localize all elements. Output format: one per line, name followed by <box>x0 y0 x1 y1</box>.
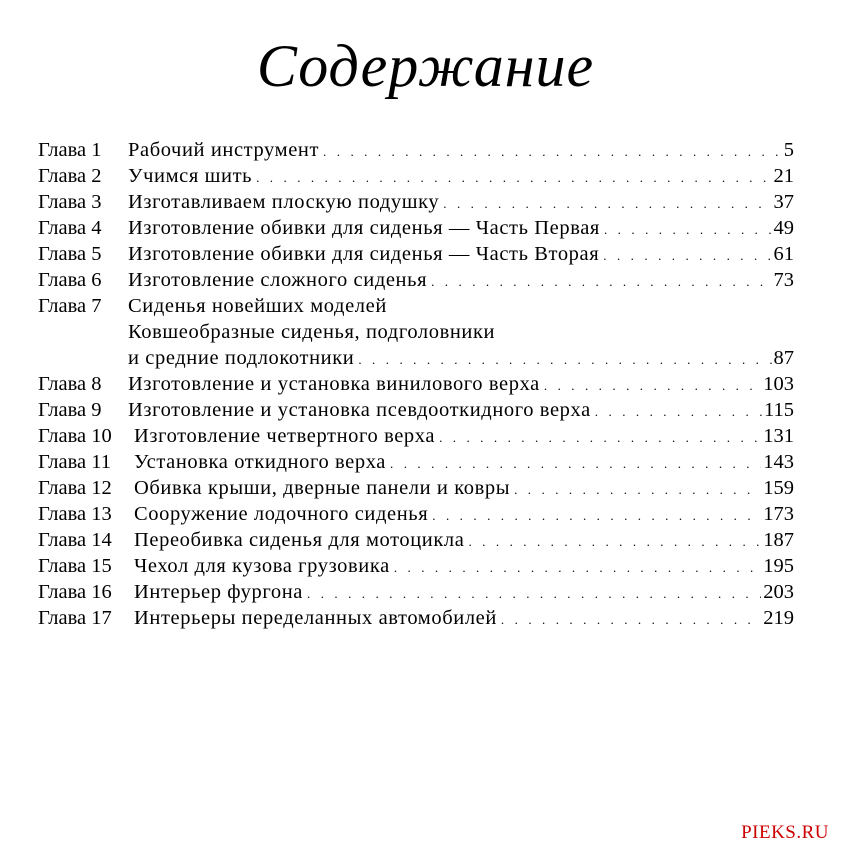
toc-entry-3[interactable] <box>38 189 794 215</box>
chapter-number: Глава 5 <box>38 243 102 265</box>
dot-leader <box>468 529 761 555</box>
toc-entry-15[interactable] <box>38 553 794 579</box>
page-number: 203 <box>763 581 794 603</box>
chapter-number: Глава 10 <box>38 425 112 447</box>
page-number: 103 <box>763 373 794 395</box>
watermark: PIEKS.RU <box>741 822 829 843</box>
chapter-number: Глава 6 <box>38 269 102 291</box>
dot-leader <box>603 243 771 269</box>
page-number: 131 <box>763 425 794 447</box>
chapter-title-continued: и средние подлокотники <box>128 347 355 369</box>
chapter-number: Глава 8 <box>38 373 102 395</box>
chapter-number: Глава 17 <box>38 607 112 629</box>
dot-leader <box>432 503 761 529</box>
dot-leader <box>514 477 761 503</box>
chapter-title: Изготовление четвертного верха <box>134 425 436 447</box>
chapter-title: Интерьер фургона <box>134 581 303 603</box>
chapter-number: Глава 2 <box>38 165 102 187</box>
chapter-number: Глава 4 <box>38 217 102 239</box>
page-number: 187 <box>763 529 794 551</box>
page-number: 87 <box>773 347 794 369</box>
dot-leader <box>595 399 762 425</box>
dot-leader <box>501 607 761 633</box>
page-title: Содержание <box>256 33 595 99</box>
dot-leader <box>358 347 771 373</box>
dot-leader <box>256 165 771 191</box>
page-number: 195 <box>763 555 794 577</box>
toc-entry-2[interactable] <box>38 163 794 189</box>
chapter-title: Учимся шить <box>128 165 253 187</box>
chapter-number: Глава 13 <box>38 503 112 525</box>
chapter-number: Глава 7 <box>38 295 102 317</box>
page-number: 115 <box>764 399 794 421</box>
chapter-number: Глава 15 <box>38 555 112 577</box>
toc-entry-1[interactable] <box>38 137 794 163</box>
page-number: 219 <box>763 607 794 629</box>
chapter-title: Сиденья новейших моделей <box>128 295 387 317</box>
dot-leader <box>323 139 782 165</box>
toc-entry-7-line-2 <box>38 319 794 345</box>
page-number: 173 <box>763 503 794 525</box>
dot-leader <box>390 451 761 477</box>
toc-entry-9[interactable] <box>38 397 794 423</box>
table-of-contents <box>38 137 794 631</box>
chapter-title: Установка откидного верха <box>134 451 387 473</box>
chapter-title: Изготовление и установка винилового верха <box>128 373 540 395</box>
chapter-title: Сооружение лодочного сиденья <box>134 503 429 525</box>
chapter-title: Чехол для кузова грузовика <box>134 555 390 577</box>
toc-entry-14[interactable] <box>38 527 794 553</box>
toc-entry-10[interactable] <box>38 423 794 449</box>
chapter-number: Глава 16 <box>38 581 112 603</box>
dot-leader <box>604 217 772 243</box>
dot-leader <box>439 425 761 451</box>
page-number: 5 <box>783 139 794 161</box>
toc-entry-6[interactable] <box>38 267 794 293</box>
toc-entry-17[interactable] <box>38 605 794 631</box>
chapter-number: Глава 1 <box>38 139 102 161</box>
chapter-title: Изготовление сложного сиденья <box>128 269 428 291</box>
chapter-number: Глава 14 <box>38 529 112 551</box>
dot-leader <box>443 191 771 217</box>
page-number: 21 <box>773 165 794 187</box>
chapter-title: Обивка крыши, дверные панели и ковры <box>134 477 511 499</box>
toc-entry-13[interactable] <box>38 501 794 527</box>
page-number: 49 <box>773 217 794 239</box>
chapter-title: Интерьеры переделанных автомобилей <box>134 607 497 629</box>
chapter-title: Переобивка сиденья для мотоцикла <box>134 529 465 551</box>
page-number: 73 <box>773 269 794 291</box>
chapter-number: Глава 9 <box>38 399 102 421</box>
dot-leader <box>394 555 761 581</box>
page-number: 61 <box>773 243 794 265</box>
toc-entry-5[interactable] <box>38 241 794 267</box>
chapter-title: Изготовление и установка псевдооткидного верха <box>128 399 591 421</box>
chapter-number: Глава 3 <box>38 191 102 213</box>
dot-leader <box>544 373 761 399</box>
dot-leader <box>431 269 771 295</box>
toc-entry-4[interactable] <box>38 215 794 241</box>
chapter-title: Изготовление обивки для сиденья — Часть Вторая <box>128 243 600 265</box>
dot-leader <box>307 581 761 607</box>
toc-entry-7[interactable] <box>38 345 794 371</box>
toc-entry-8[interactable] <box>38 371 794 397</box>
page-number: 37 <box>773 191 794 213</box>
chapter-title: Изготовление обивки для сиденья — Часть Первая <box>128 217 600 239</box>
toc-entry-11[interactable] <box>38 449 794 475</box>
toc-entry-7-line-1 <box>38 293 794 319</box>
page-number: 159 <box>763 477 794 499</box>
chapter-title: Изготавливаем плоскую подушку <box>128 191 440 213</box>
chapter-number: Глава 12 <box>38 477 112 499</box>
chapter-number: Глава 11 <box>38 451 112 473</box>
chapter-title: Рабочий инструмент <box>128 139 320 161</box>
toc-entry-12[interactable] <box>38 475 794 501</box>
toc-entry-16[interactable] <box>38 579 794 605</box>
page-number: 143 <box>763 451 794 473</box>
chapter-title-continued: Ковшеобразные сиденья, подголовники <box>128 321 496 343</box>
